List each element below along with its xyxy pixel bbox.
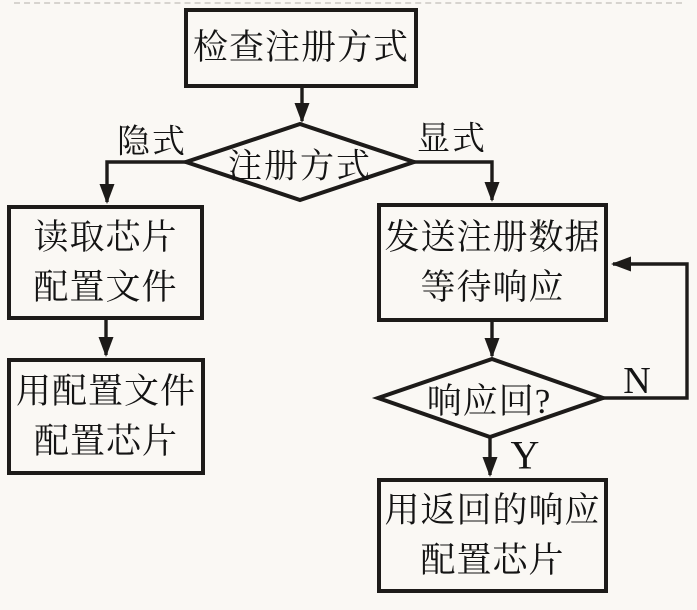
node-response-returned-label: 响应回? [426, 382, 552, 421]
node-check-method: 检查注册方式 [184, 8, 418, 88]
edge-label-explicit: 显式 [417, 121, 487, 158]
edge-label-implicit: 隐式 [117, 124, 187, 161]
edge-implicit-branch [107, 162, 186, 202]
node-send-register-data: 发送注册数据 等待响应 [377, 203, 608, 322]
edge-label-no: N [623, 360, 651, 402]
node-register-method-label: 注册方式 [228, 148, 372, 186]
edge-explicit-branch [414, 162, 492, 200]
node-configure-with-response: 用返回的响应 配置芯片 [377, 478, 608, 593]
node-read-config: 读取芯片 配置文件 [7, 205, 204, 320]
node-configure-with-file: 用配置文件 配置芯片 [7, 358, 205, 475]
edge-label-yes: Y [510, 432, 540, 478]
